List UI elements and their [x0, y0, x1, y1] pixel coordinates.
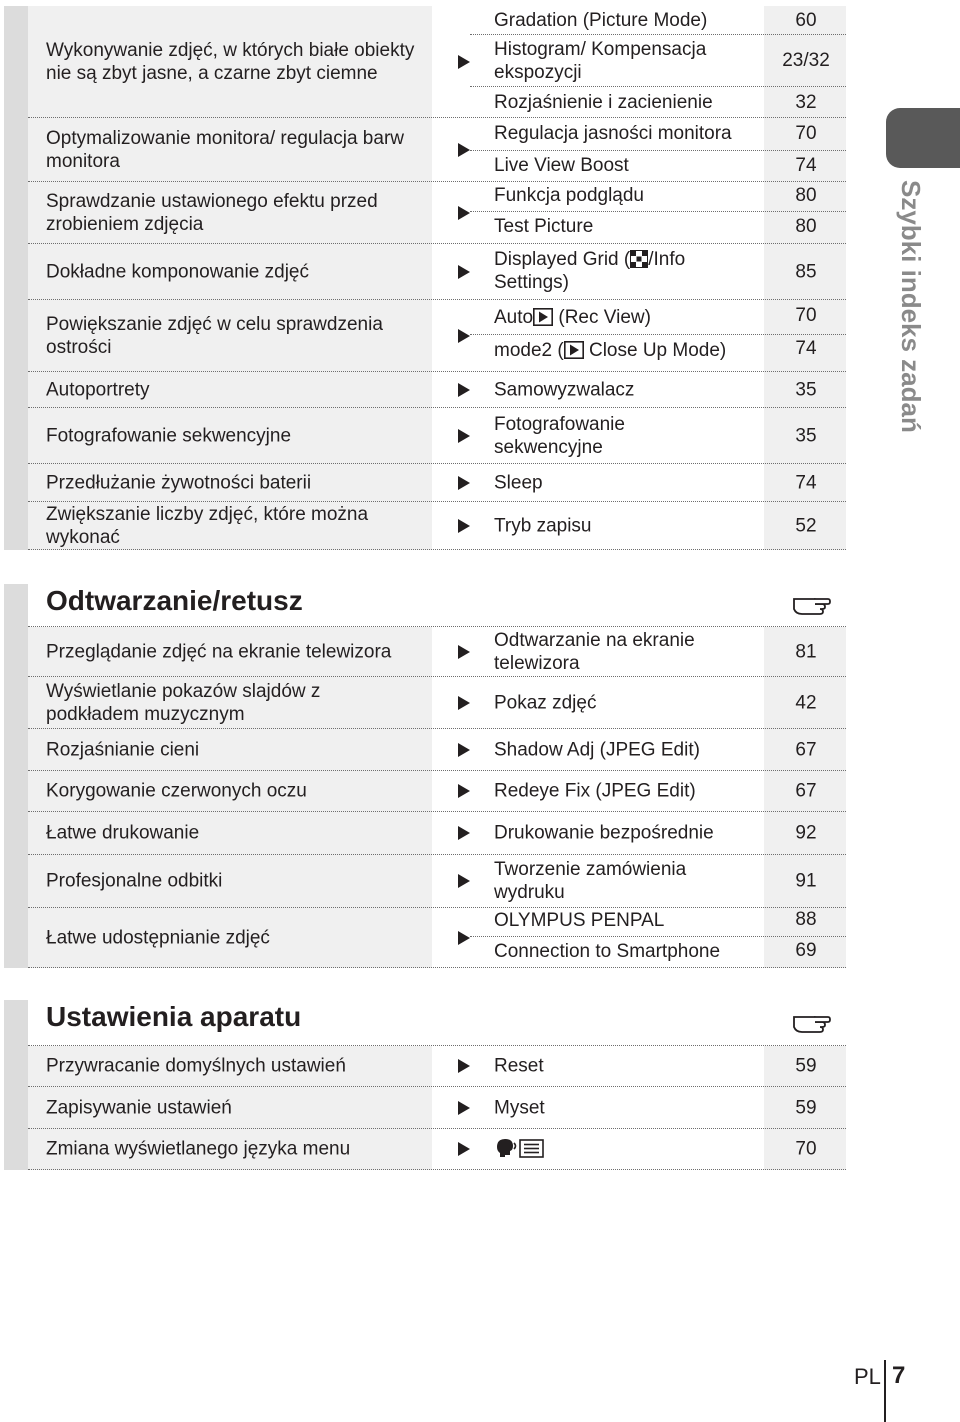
arrow-right-icon [458, 476, 470, 490]
task-label: Profesjonalne odbitki [46, 870, 223, 892]
table-row [28, 677, 846, 729]
table-row [28, 627, 846, 677]
sub-label: Histogram/ Kompensacja ekspozycji [494, 39, 707, 83]
arrow-right-icon [458, 931, 470, 945]
section-bar [4, 6, 28, 550]
arrow-right-icon [458, 1101, 470, 1115]
arrow-right-icon [458, 1059, 470, 1073]
sub-label: Shadow Adj (JPEG Edit) [494, 739, 700, 760]
sub-label: Tworzenie zamówienia wydruku [494, 859, 687, 903]
task-label: Powiększanie zdjęć w celu sprawdzenia ostrości [46, 313, 383, 358]
arrow-right-icon [458, 206, 470, 220]
side-label [896, 180, 930, 450]
sub-label: Live View Boost [494, 155, 629, 176]
sub-label: Sleep [494, 472, 543, 493]
task-label: Dokładne komponowanie zdjęć [46, 261, 309, 282]
section-header [28, 584, 846, 627]
table-row [28, 6, 846, 118]
table-row [28, 1087, 846, 1129]
table-row [28, 408, 846, 464]
page-number: 81 [795, 641, 817, 662]
task-label: Wykonywanie zdjęć, w których białe obiekty nie są zbyt jasne, a czarne zbyt ciemne [46, 39, 415, 84]
page-number: 85 [795, 261, 817, 282]
page-number: 23/32 [782, 50, 830, 71]
sub-label-part: Close Up Mode) [583, 340, 727, 361]
page-number: 70 [795, 1138, 817, 1160]
table-row [28, 1129, 846, 1170]
task-label: Optymalizowanie monitora/ regulacja barw monitora [46, 127, 404, 172]
page-number: 35 [795, 425, 817, 446]
table-row [28, 372, 846, 408]
table-row [28, 1046, 846, 1087]
side-label-text: Szybki indeks zadań [896, 180, 926, 433]
table-row [28, 771, 846, 812]
playback-icon [533, 308, 553, 326]
task-label: Przeglądanie zdjęć na ekranie telewizora [46, 641, 392, 662]
page-number: 59 [795, 1097, 817, 1118]
grid-icon [630, 250, 648, 268]
arrow-right-icon [458, 383, 470, 397]
task-label: Zwiększanie liczby zdjęć, które można wykonać [46, 503, 369, 548]
pointing-hand-icon [792, 1008, 832, 1034]
sub-label-part: /Info Settings) [494, 249, 686, 293]
page-number: 35 [795, 379, 817, 400]
sub-label-part: Auto [494, 307, 534, 328]
task-label: Wyświetlanie pokazów slajdów z podkładem muzycznym [46, 680, 321, 725]
table-row [28, 855, 846, 908]
sub-label [494, 248, 734, 294]
sub-label: Regulacja jasności monitora [494, 123, 732, 144]
page-number: 67 [795, 739, 817, 760]
sub-label [494, 1137, 788, 1161]
table-row [28, 118, 846, 182]
page-number: 70 [795, 305, 817, 326]
pointing-hand-icon [792, 590, 832, 616]
arrow-right-icon [458, 743, 470, 757]
page-number: 92 [795, 822, 817, 844]
task-label: Fotografowanie sekwencyjne [46, 425, 292, 446]
task-label: Zmiana wyświetlanego języka menu [46, 1138, 351, 1160]
arrow-right-icon [458, 784, 470, 798]
arrow-right-icon [458, 265, 470, 279]
task-label: Przywracanie domyślnych ustawień [46, 1055, 346, 1077]
sub-label: Redeye Fix (JPEG Edit) [494, 780, 696, 802]
sub-label: Test Picture [494, 216, 594, 237]
page-number: 69 [795, 940, 817, 961]
sub-label [494, 306, 788, 329]
side-tab [886, 108, 960, 168]
table-row [28, 300, 846, 372]
page-number: 74 [795, 338, 817, 359]
table-row [28, 812, 846, 855]
section-playback [4, 584, 846, 968]
table-row [28, 908, 846, 968]
page-number: 91 [795, 870, 817, 892]
arrow-right-icon [458, 645, 470, 659]
page-number-footer: 7 [892, 1362, 906, 1389]
playback-icon [564, 341, 584, 359]
sub-label: Rozjaśnienie i zacienienie [494, 92, 713, 113]
arrow-right-icon [458, 143, 470, 157]
task-label: Łatwe drukowanie [46, 822, 200, 844]
arrow-right-icon [458, 874, 470, 888]
table-row [28, 244, 846, 300]
page-number: 60 [795, 10, 817, 31]
page-number: 59 [795, 1055, 817, 1077]
sub-label: Connection to Smartphone [494, 941, 721, 962]
task-label: Zapisywanie ustawień [46, 1097, 232, 1118]
table-row [28, 464, 846, 502]
sub-label: Funkcja podglądu [494, 185, 644, 206]
task-label: Korygowanie czerwonych oczu [46, 780, 307, 802]
language-menu-icon [494, 1137, 546, 1159]
sub-label: Fotografowanie sekwencyjne [494, 413, 625, 458]
sub-label: Reset [494, 1055, 544, 1077]
arrow-right-icon [458, 519, 470, 533]
sub-label: Pokaz zdjęć [494, 692, 597, 713]
arrow-right-icon [458, 696, 470, 710]
task-label: Sprawdzanie ustawionego efektu przed zrobieniem zdjęcia [46, 190, 378, 235]
sub-label: Tryb zapisu [494, 515, 592, 536]
arrow-right-icon [458, 329, 470, 343]
language-code: PL [854, 1364, 881, 1389]
sub-label: Odtwarzanie na ekranie telewizora [494, 629, 695, 674]
page-number: 88 [795, 909, 817, 930]
section-title: Odtwarzanie/retusz [46, 585, 303, 616]
section-header [28, 1000, 846, 1046]
sub-label-part: mode2 ( [494, 340, 564, 361]
task-label: Autoportrety [46, 379, 150, 400]
page-number: 52 [795, 515, 817, 536]
section-camera-settings [4, 1000, 846, 1170]
task-label: Łatwe udostępnianie zdjęć [46, 927, 270, 948]
page-number: 80 [795, 216, 817, 237]
sub-label: Myset [494, 1097, 545, 1118]
page-number: 74 [795, 155, 817, 176]
section-title: Ustawienia aparatu [46, 1001, 302, 1032]
section-bar [4, 584, 28, 968]
sub-label: Samowyzwalacz [494, 379, 635, 400]
arrow-right-icon [458, 826, 470, 840]
page-number: 67 [795, 780, 817, 802]
page-number: 32 [795, 92, 817, 113]
table-row [28, 729, 846, 771]
page-number: 42 [795, 692, 817, 713]
task-label: Rozjaśnianie cieni [46, 739, 200, 760]
arrow-right-icon [458, 55, 470, 69]
page-number: 70 [795, 123, 817, 144]
table-row [28, 502, 846, 550]
sub-label [494, 339, 788, 362]
page-number: 80 [795, 185, 817, 206]
task-label: Przedłużanie żywotności baterii [46, 472, 312, 493]
page-number: 74 [795, 472, 817, 493]
section-bar [4, 1000, 28, 1170]
sub-label: Gradation (Picture Mode) [494, 10, 708, 31]
section-shooting [4, 6, 846, 550]
sub-label: Drukowanie bezpośrednie [494, 822, 714, 844]
divider [884, 1360, 886, 1422]
sub-label-part: (Rec View) [553, 307, 651, 328]
arrow-right-icon [458, 1142, 470, 1156]
sub-label-part: Displayed Grid ( [494, 249, 631, 270]
arrow-right-icon [458, 429, 470, 443]
sub-label: OLYMPUS PENPAL [494, 910, 665, 931]
table-row [28, 182, 846, 244]
